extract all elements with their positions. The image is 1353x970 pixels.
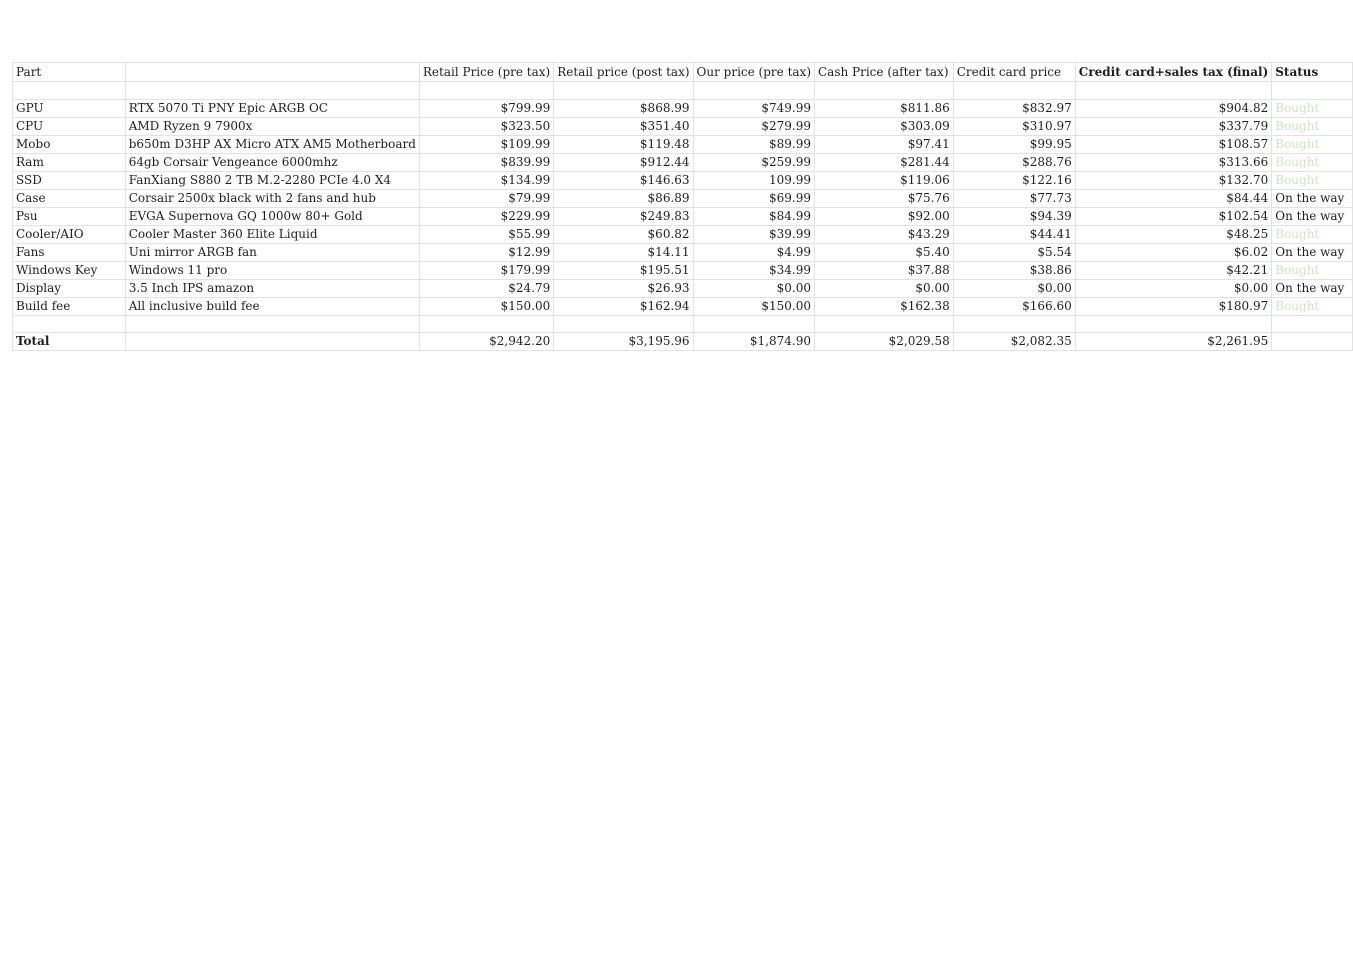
retail-pre-cell[interactable]: $55.99 xyxy=(419,225,553,243)
retail-post-cell[interactable]: $26.93 xyxy=(554,279,693,297)
table-row xyxy=(13,279,1353,297)
empty-cell[interactable] xyxy=(1272,82,1353,100)
credit-tax-cell[interactable]: $6.02 xyxy=(1075,243,1271,261)
empty-cell[interactable] xyxy=(693,315,814,333)
credit-tax-cell[interactable]: $904.82 xyxy=(1075,99,1271,117)
our-price-cell[interactable]: $0.00 xyxy=(693,279,814,297)
item-cell[interactable]: Uni mirror ARGB fan xyxy=(125,243,419,261)
retail-pre-cell[interactable]: $24.79 xyxy=(419,279,553,297)
credit-price-cell[interactable]: $77.73 xyxy=(953,189,1075,207)
empty-cell[interactable] xyxy=(419,82,553,100)
total-retail-pre-cell[interactable]: $2,942.20 xyxy=(419,333,553,351)
status-cell[interactable]: On the way xyxy=(1272,243,1353,261)
cash-price-cell[interactable]: $37.88 xyxy=(815,261,954,279)
blank-row xyxy=(13,315,1353,333)
cash-price-cell[interactable]: $0.00 xyxy=(815,279,954,297)
table-row xyxy=(13,261,1353,279)
credit-price-cell[interactable]: $310.97 xyxy=(953,117,1075,135)
status-cell[interactable]: On the way xyxy=(1272,207,1353,225)
empty-cell[interactable] xyxy=(554,82,693,100)
cash-price-cell[interactable]: $281.44 xyxy=(815,153,954,171)
empty-cell[interactable] xyxy=(125,315,419,333)
header-cell-description[interactable] xyxy=(125,63,419,82)
table-row xyxy=(13,171,1353,189)
our-price-cell[interactable]: $84.99 xyxy=(693,207,814,225)
part-cell[interactable]: Fans xyxy=(13,243,126,261)
header-cell-credit[interactable]: Credit card price xyxy=(953,63,1075,82)
credit-tax-cell[interactable]: $48.25 xyxy=(1075,225,1271,243)
cash-price-cell[interactable]: $5.40 xyxy=(815,243,954,261)
retail-pre-cell[interactable]: $150.00 xyxy=(419,297,553,315)
cash-price-cell[interactable]: $43.29 xyxy=(815,225,954,243)
retail-post-cell[interactable]: $14.11 xyxy=(554,243,693,261)
retail-pre-cell[interactable]: $134.99 xyxy=(419,171,553,189)
credit-tax-cell[interactable]: $0.00 xyxy=(1075,279,1271,297)
header-row xyxy=(13,63,1353,82)
table-row xyxy=(13,207,1353,225)
item-cell[interactable]: 3.5 Inch IPS amazon xyxy=(125,279,419,297)
credit-price-cell[interactable]: $122.16 xyxy=(953,171,1075,189)
status-cell[interactable]: Bought xyxy=(1272,297,1353,315)
our-price-cell[interactable]: $39.99 xyxy=(693,225,814,243)
empty-cell[interactable] xyxy=(815,315,954,333)
empty-cell[interactable] xyxy=(693,82,814,100)
empty-cell[interactable] xyxy=(125,333,419,351)
total-label-cell[interactable]: Total xyxy=(13,333,126,351)
status-cell[interactable]: Bought xyxy=(1272,225,1353,243)
credit-price-cell[interactable]: $166.60 xyxy=(953,297,1075,315)
retail-post-cell[interactable]: $249.83 xyxy=(554,207,693,225)
status-cell[interactable]: On the way xyxy=(1272,279,1353,297)
retail-post-cell[interactable]: $119.48 xyxy=(554,135,693,153)
spreadsheet-table xyxy=(12,62,1353,351)
retail-post-cell[interactable]: $912.44 xyxy=(554,153,693,171)
empty-cell[interactable] xyxy=(554,315,693,333)
empty-cell[interactable] xyxy=(125,82,419,100)
credit-price-cell[interactable]: $0.00 xyxy=(953,279,1075,297)
status-cell[interactable]: Bought xyxy=(1272,117,1353,135)
table-row xyxy=(13,153,1353,171)
empty-cell[interactable] xyxy=(953,315,1075,333)
part-cell[interactable]: Mobo xyxy=(13,135,126,153)
cash-price-cell[interactable]: $162.38 xyxy=(815,297,954,315)
empty-cell[interactable] xyxy=(1272,315,1353,333)
header-cell-retail-post[interactable]: Retail price (post tax) xyxy=(554,63,693,82)
part-cell[interactable]: Display xyxy=(13,279,126,297)
retail-post-cell[interactable]: $162.94 xyxy=(554,297,693,315)
total-our-price-cell[interactable]: $1,874.90 xyxy=(693,333,814,351)
empty-cell[interactable] xyxy=(13,82,126,100)
our-price-cell[interactable]: 109.99 xyxy=(693,171,814,189)
our-price-cell[interactable]: $69.99 xyxy=(693,189,814,207)
part-cell[interactable]: GPU xyxy=(13,99,126,117)
retail-pre-cell[interactable]: $79.99 xyxy=(419,189,553,207)
our-price-cell[interactable]: $279.99 xyxy=(693,117,814,135)
part-cell[interactable]: Build fee xyxy=(13,297,126,315)
part-cell[interactable]: Psu xyxy=(13,207,126,225)
credit-tax-cell[interactable]: $180.97 xyxy=(1075,297,1271,315)
item-cell[interactable]: Cooler Master 360 Elite Liquid xyxy=(125,225,419,243)
our-price-cell[interactable]: $150.00 xyxy=(693,297,814,315)
empty-cell[interactable] xyxy=(13,315,126,333)
cash-price-cell[interactable]: $92.00 xyxy=(815,207,954,225)
credit-tax-cell[interactable]: $102.54 xyxy=(1075,207,1271,225)
status-cell[interactable]: Bought xyxy=(1272,99,1353,117)
item-cell[interactable]: RTX 5070 Ti PNY Epic ARGB OC xyxy=(125,99,419,117)
total-credit-tax-cell[interactable]: $2,261.95 xyxy=(1075,333,1271,351)
credit-tax-cell[interactable]: $337.79 xyxy=(1075,117,1271,135)
our-price-cell[interactable]: $749.99 xyxy=(693,99,814,117)
empty-cell[interactable] xyxy=(1075,82,1271,100)
part-cell[interactable]: Ram xyxy=(13,153,126,171)
empty-cell[interactable] xyxy=(815,82,954,100)
status-cell[interactable]: Bought xyxy=(1272,171,1353,189)
total-retail-post-cell[interactable]: $3,195.96 xyxy=(554,333,693,351)
item-cell[interactable]: 64gb Corsair Vengeance 6000mhz xyxy=(125,153,419,171)
status-cell[interactable]: Bought xyxy=(1272,261,1353,279)
cash-price-cell[interactable]: $811.86 xyxy=(815,99,954,117)
our-price-cell[interactable]: $89.99 xyxy=(693,135,814,153)
cash-price-cell[interactable]: $119.06 xyxy=(815,171,954,189)
credit-price-cell[interactable]: $44.41 xyxy=(953,225,1075,243)
retail-post-cell[interactable]: $868.99 xyxy=(554,99,693,117)
retail-pre-cell[interactable]: $179.99 xyxy=(419,261,553,279)
our-price-cell[interactable]: $259.99 xyxy=(693,153,814,171)
total-row xyxy=(13,333,1353,351)
total-credit-price-cell[interactable]: $2,082.35 xyxy=(953,333,1075,351)
status-cell[interactable]: Bought xyxy=(1272,153,1353,171)
cash-price-cell[interactable]: $303.09 xyxy=(815,117,954,135)
credit-tax-cell[interactable]: $313.66 xyxy=(1075,153,1271,171)
retail-post-cell[interactable]: $86.89 xyxy=(554,189,693,207)
cash-price-cell[interactable]: $75.76 xyxy=(815,189,954,207)
item-cell[interactable]: Windows 11 pro xyxy=(125,261,419,279)
empty-cell[interactable] xyxy=(1272,333,1353,351)
credit-price-cell[interactable]: $94.39 xyxy=(953,207,1075,225)
our-price-cell[interactable]: $34.99 xyxy=(693,261,814,279)
credit-tax-cell[interactable]: $42.21 xyxy=(1075,261,1271,279)
table-row xyxy=(13,99,1353,117)
empty-cell[interactable] xyxy=(953,82,1075,100)
retail-pre-cell[interactable]: $799.99 xyxy=(419,99,553,117)
item-cell[interactable]: All inclusive build fee xyxy=(125,297,419,315)
retail-post-cell[interactable]: $351.40 xyxy=(554,117,693,135)
credit-tax-cell[interactable]: $108.57 xyxy=(1075,135,1271,153)
empty-cell[interactable] xyxy=(419,315,553,333)
table-row xyxy=(13,189,1353,207)
header-cell-our-pre[interactable]: Our price (pre tax) xyxy=(693,63,814,82)
part-cell[interactable]: Windows Key xyxy=(13,261,126,279)
item-cell[interactable]: AMD Ryzen 9 7900x xyxy=(125,117,419,135)
credit-price-cell[interactable]: $99.95 xyxy=(953,135,1075,153)
header-cell-status[interactable]: Status xyxy=(1272,63,1353,82)
status-cell[interactable]: On the way xyxy=(1272,189,1353,207)
table-row xyxy=(13,243,1353,261)
table-row xyxy=(13,297,1353,315)
empty-cell[interactable] xyxy=(1075,315,1271,333)
retail-pre-cell[interactable]: $109.99 xyxy=(419,135,553,153)
our-price-cell[interactable]: $4.99 xyxy=(693,243,814,261)
total-cash-price-cell[interactable]: $2,029.58 xyxy=(815,333,954,351)
credit-tax-cell[interactable]: $132.70 xyxy=(1075,171,1271,189)
table-row xyxy=(13,117,1353,135)
item-cell[interactable]: EVGA Supernova GQ 1000w 80+ Gold xyxy=(125,207,419,225)
part-cell[interactable]: Case xyxy=(13,189,126,207)
header-cell-credit-tax[interactable]: Credit card+sales tax (final) xyxy=(1075,63,1271,82)
header-cell-retail-pre[interactable]: Retail Price (pre tax) xyxy=(419,63,553,82)
header-cell-part[interactable]: Part xyxy=(13,63,126,82)
part-cell[interactable]: CPU xyxy=(13,117,126,135)
credit-price-cell[interactable]: $38.86 xyxy=(953,261,1075,279)
part-cell[interactable]: SSD xyxy=(13,171,126,189)
retail-pre-cell[interactable]: $229.99 xyxy=(419,207,553,225)
item-cell[interactable]: Corsair 2500x black with 2 fans and hub xyxy=(125,189,419,207)
credit-price-cell[interactable]: $832.97 xyxy=(953,99,1075,117)
item-cell[interactable]: b650m D3HP AX Micro ATX AM5 Motherboard xyxy=(125,135,419,153)
retail-post-cell[interactable]: $146.63 xyxy=(554,171,693,189)
retail-pre-cell[interactable]: $839.99 xyxy=(419,153,553,171)
table-row xyxy=(13,135,1353,153)
header-cell-cash[interactable]: Cash Price (after tax) xyxy=(815,63,954,82)
retail-post-cell[interactable]: $195.51 xyxy=(554,261,693,279)
part-cell[interactable]: Cooler/AIO xyxy=(13,225,126,243)
credit-tax-cell[interactable]: $84.44 xyxy=(1075,189,1271,207)
status-cell[interactable]: Bought xyxy=(1272,135,1353,153)
table-row xyxy=(13,225,1353,243)
retail-post-cell[interactable]: $60.82 xyxy=(554,225,693,243)
credit-price-cell[interactable]: $5.54 xyxy=(953,243,1075,261)
retail-pre-cell[interactable]: $323.50 xyxy=(419,117,553,135)
credit-price-cell[interactable]: $288.76 xyxy=(953,153,1075,171)
blank-row xyxy=(13,82,1353,100)
item-cell[interactable]: FanXiang S880 2 TB M.2-2280 PCIe 4.0 X4 xyxy=(125,171,419,189)
cash-price-cell[interactable]: $97.41 xyxy=(815,135,954,153)
retail-pre-cell[interactable]: $12.99 xyxy=(419,243,553,261)
